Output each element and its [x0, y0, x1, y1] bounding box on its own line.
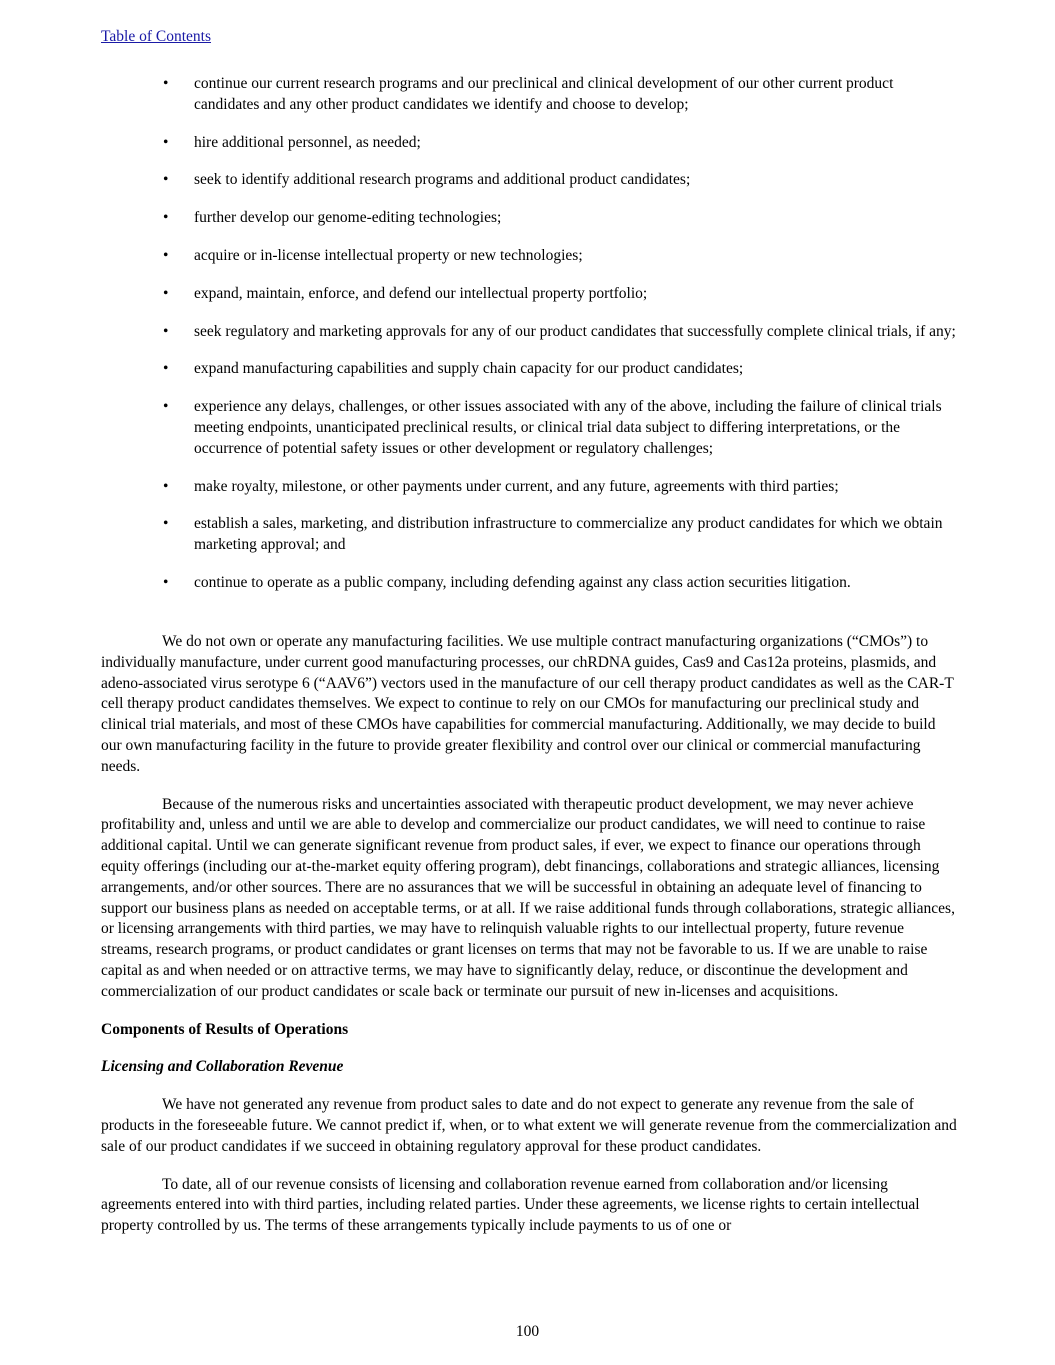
list-item-text: continue to operate as a public company, including defending against any class action securities litigation. — [194, 573, 851, 591]
section-heading: Components of Results of Operations — [101, 1020, 349, 1038]
list-item — [101, 170, 957, 191]
bullet-dot: • — [163, 360, 169, 378]
subsection-heading: Licensing and Collaboration Revenue — [101, 1058, 344, 1076]
bullet-dot: • — [163, 515, 169, 533]
list-item-text: expand manufacturing capabilities and supply chain capacity for our product candidates; — [194, 360, 744, 378]
list-item — [101, 133, 957, 154]
list-item-text: further develop our genome-editing technologies; — [194, 209, 502, 227]
list-item-text: establish a sales, marketing, and distribution infrastructure to commercialize any product candidates for which we obtain marketing approval; and — [194, 515, 943, 554]
bullet-dot: • — [163, 133, 169, 151]
bullet-dot: • — [163, 573, 169, 591]
page-number: 100 — [515, 1323, 540, 1340]
bullet-dot: • — [163, 246, 169, 264]
list-item-text: experience any delays, challenges, or other issues associated with any of the above, including the failure of clinical trials meeting endpoints, unanticipated preclinical results, or clinical trial data subject to differing interpretations, or the occurrence of potential safety issues or other development or regulatory challenges; — [194, 398, 942, 457]
list-item-text: seek to identify additional research programs and additional product candidates; — [194, 171, 691, 189]
bullet-dot: • — [163, 209, 169, 227]
list-item — [101, 397, 957, 459]
list-item — [101, 322, 957, 343]
bullet-list — [101, 74, 957, 611]
list-item — [101, 246, 957, 267]
list-item — [101, 514, 957, 556]
list-item-text: seek regulatory and marketing approvals for any of our product candidates that successfully complete clinical trials, if any; — [194, 322, 956, 340]
body-text — [101, 632, 957, 1254]
list-item-text: continue our current research programs and our preclinical and clinical development of our other current product candidates and any other product candidates we identify and choose to develop; — [194, 75, 894, 113]
table-of-contents-link[interactable]: Table of Contents — [101, 28, 211, 45]
bullet-dot: • — [163, 322, 169, 340]
list-item-text: make royalty, milestone, or other payments under current, and any future, agreements with third parties; — [194, 477, 839, 495]
list-item-text: acquire or in-license intellectual property or new technologies; — [194, 246, 583, 264]
list-item — [101, 74, 957, 116]
list-item — [101, 284, 957, 305]
bullet-dot: • — [163, 171, 169, 189]
bullet-dot: • — [163, 398, 169, 416]
no-revenue-paragraph: We have not generated any revenue from product sales to date and do not expect to generate any revenue from the sale of products in the foreseeable future. We cannot predict if, when, or to what extent we will generate revenue from the commercialization and sale of our product candidates if we succeed in obtaining regulatory approval for these product candidates. — [101, 1096, 957, 1155]
list-item — [101, 208, 957, 229]
bullet-dot: • — [163, 75, 169, 92]
to-date-paragraph: To date, all of our revenue consists of licensing and collaboration revenue earned from collaboration and/or licensing agreements entered into with third parties, including related parties. Under these agreements, we license rights to certain intellectual property controlled by us. The terms of these arrangements typically include payments to us of one or — [101, 1175, 920, 1235]
manufacturing-paragraph: We do not own or operate any manufacturing facilities. We use multiple contract manufacturing organizations (“CMOs”) to individually manufacture, under current good manufacturing processes, our chRDNA guides, Cas9 and Cas12a proteins, plasmids, and adeno-associated virus serotype 6 (“AAV6”) vectors used in the manufacture of our cell therapy product candidates as well as the CAR-T cell therapy product candidates themselves. We expect to continue to rely on our CMOs for manufacturing our preclinical study and clinical trial materials, and most of these CMOs have capabilities for commercial manufacturing. Additionally, we may decide to build our own manufacturing facility in the future to provide greater flexibility and control over our clinical or commercial manufacturing needs. — [101, 633, 954, 775]
list-item-text: hire additional personnel, as needed; — [194, 133, 421, 151]
list-item — [101, 573, 957, 594]
bullet-dot: • — [163, 477, 169, 495]
list-item — [101, 477, 957, 498]
list-item — [101, 359, 957, 380]
bullet-dot: • — [163, 284, 169, 302]
risks-paragraph: Because of the numerous risks and uncertainties associated with therapeutic product development, we may never achieve profitability and, unless and until we are able to develop and commercialize our product candidates, we will need to continue to raise additional capital. Until we can generate significant revenue from product sales, if ever, we expect to finance our operations through equity offerings (including our at-the-market equity offering program), debt financings, collaborations and strategic alliances, licensing arrangements, and/or other sources. There are no assurances that we will be successful in obtaining an adequate level of financing to support our business plans as needed on acceptable terms, or at all. If we raise additional funds through collaborations, strategic alliances, or licensing arrangements with third parties, we may have to relinquish valuable rights to our intellectual property, future revenue streams, research programs, or product candidates or grant licenses on terms that may not be favorable to us. If we are unable to raise capital as and when needed or on attractive terms, we may have to significantly delay, reduce, or discontinue the development and commercialization of our product candidates or scale back or terminate our pursuit of new in-licenses and acquisitions. — [101, 795, 955, 1000]
list-item-text: expand, maintain, enforce, and defend our intellectual property portfolio; — [194, 284, 648, 302]
